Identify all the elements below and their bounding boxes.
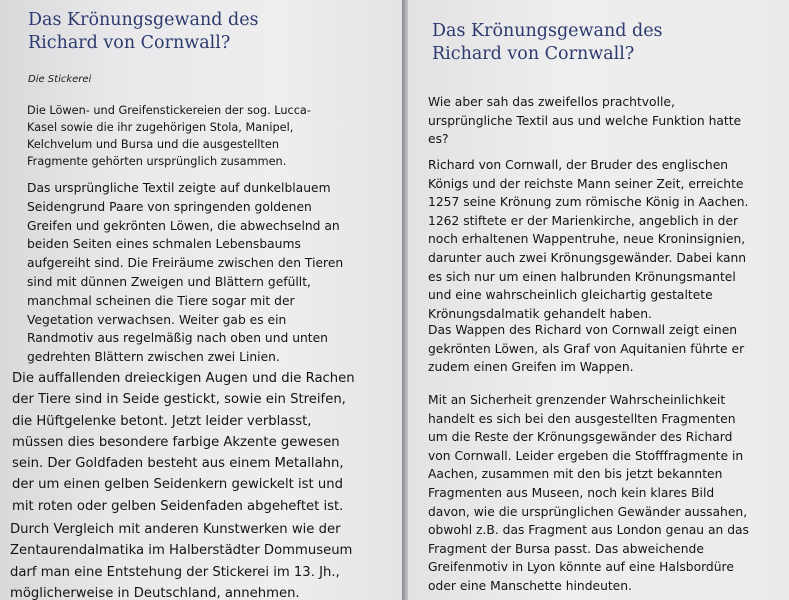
- text-line: Das Krönungsgewand des: [28, 10, 259, 30]
- text-line: darunter auch zwei Krönungsgewänder. Dabei kann: [428, 250, 747, 265]
- right-paragraph-2: [428, 156, 748, 323]
- right-panel-title: [432, 20, 663, 66]
- text-line: darf man eine Entstehung der Stickerei im 13. Jh.,: [10, 564, 340, 580]
- text-line: Durch Vergleich mit anderen Kunstwerken wie der: [10, 522, 341, 537]
- text-line: es sich nur um einen halbrunden Krönungsmantel: [428, 269, 736, 284]
- text-line: Krönungsdalmatik gehandelt haben.: [428, 306, 652, 321]
- text-line: Aachen, zusammen mit den bis jetzt bekannten: [428, 467, 723, 482]
- right-paragraph-4: [428, 391, 749, 596]
- right-paragraph-3: [428, 321, 744, 377]
- text-line: die Hüftgelenke betont. Jetzt leider verblasst,: [12, 413, 312, 429]
- text-line: Kelchvelum und Bursa und die ausgestellten: [27, 138, 279, 151]
- text-line: Zentaurendalmatika im Halberstädter Dommuseum: [10, 543, 353, 559]
- text-line: und eine wahrscheinlich gleichartig gestaltete: [428, 288, 713, 303]
- left-panel-title: [28, 9, 259, 55]
- text-line: ursprüngliche Textil aus und welche Funktion hatte: [428, 113, 742, 128]
- left-paragraph-2: [27, 179, 343, 367]
- text-line: Fragmente gehörten ursprünglich zusammen.: [27, 155, 287, 168]
- text-line: von Cornwall. Leider ergeben die Stofffragmente in: [428, 448, 744, 463]
- text-line: zudem einen Greifen im Wappen.: [428, 360, 634, 375]
- text-line: Die Löwen- und Greifenstickereien der sog. Lucca-: [27, 104, 311, 117]
- text-line: gedrehten Blättern zwischen zwei Linien.: [27, 350, 280, 365]
- text-line: der Tiere sind in Seide gestickt, sowie ein Streifen,: [12, 392, 346, 408]
- text-line: Richard von Cornwall?: [432, 44, 635, 65]
- text-line: Wie aber sah das zweifellos prachtvolle,: [428, 95, 675, 109]
- right-info-panel: [408, 0, 789, 600]
- text-line: Das Krönungsgewand des: [432, 21, 663, 41]
- text-line: Vegetation verwachsen. Weiter gab es ein: [27, 312, 287, 327]
- text-line: handelt es sich bei den ausgestellten Fragmenten: [428, 411, 736, 426]
- text-line: Greifenmotiv in Lyon könnte auf eine Halsbordüre: [428, 560, 734, 575]
- text-line: manchmal scheinen die Tiere sogar mit der: [27, 293, 295, 308]
- left-paragraph-1: [27, 102, 311, 170]
- text-line: Fragmenten aus Museen, noch kein klares Bild: [428, 485, 715, 500]
- text-line: möglicherweise in Deutschland, annehmen.: [10, 585, 300, 600]
- text-line: gekrönten Löwen, als Graf von Aquitanien führte er: [428, 341, 745, 356]
- text-line: es?: [428, 132, 449, 147]
- text-line: Mit an Sicherheit grenzender Wahrscheinlichkeit: [428, 393, 726, 407]
- text-line: 1262 stiftete er der Marienkirche, angeblich in der: [428, 213, 739, 228]
- right-paragraph-1: [428, 93, 741, 149]
- text-line: noch erhaltenen Wappentruhe, neue Kroninsignien,: [428, 232, 746, 247]
- text-line: davon, wie die ursprünglichen Gewänder aussahen,: [428, 504, 748, 519]
- text-line: Greifen und gekrönten Löwen, die abwechselnd an: [27, 218, 340, 233]
- left-panel-subtitle: Die Stickerei: [28, 74, 92, 85]
- text-line: müssen dies besondere farbige Akzente gewesen: [12, 434, 340, 450]
- text-line: Randmotiv aus regelmäßig nach oben und unten: [27, 331, 328, 346]
- text-line: sein. Der Goldfaden besteht aus einem Metallahn,: [12, 456, 344, 472]
- text-line: Richard von Cornwall, der Bruder des englischen: [428, 158, 729, 172]
- text-line: obwohl z.B. das Fragment aus London genau an das: [428, 523, 749, 538]
- text-line: Richard von Cornwall?: [28, 33, 231, 54]
- left-paragraph-3: [12, 368, 355, 517]
- text-line: der um einen gelben Seidenkern gewickelt ist und: [12, 477, 343, 493]
- text-line: Seidengrund Paare von springenden goldenen: [27, 199, 312, 214]
- text-line: 1257 seine Krönung zum römische König in Aachen.: [428, 195, 749, 210]
- text-line: Kasel sowie die ihr zugehörigen Stola, Manipel,: [27, 121, 294, 134]
- text-line: mit roten oder gelben Seidenfaden abgeheftet ist.: [12, 498, 344, 514]
- text-line: Fragment der Bursa passt. Das abweichende: [428, 541, 704, 556]
- text-line: Das Wappen des Richard von Cornwall zeigt einen: [428, 323, 738, 337]
- text-line: Königs und der reichste Mann seiner Zeit, erreichte: [428, 176, 744, 191]
- left-paragraph-4: [10, 519, 352, 600]
- text-line: sind mit dünnen Zweigen und Blättern gefüllt,: [27, 274, 311, 289]
- text-line: oder eine Manschette hindeuten.: [428, 578, 632, 593]
- text-line: um die Reste der Krönungsgewänder des Richard: [428, 430, 733, 445]
- text-line: Das ursprüngliche Textil zeigte auf dunkelblauem: [27, 181, 331, 195]
- text-line: beiden Seiten eines schmalen Lebensbaums: [27, 237, 301, 252]
- text-line: Die auffallenden dreieckigen Augen und die Rachen: [12, 371, 355, 386]
- text-line: aufgereiht sind. Die Freiräume zwischen den Tieren: [27, 256, 344, 271]
